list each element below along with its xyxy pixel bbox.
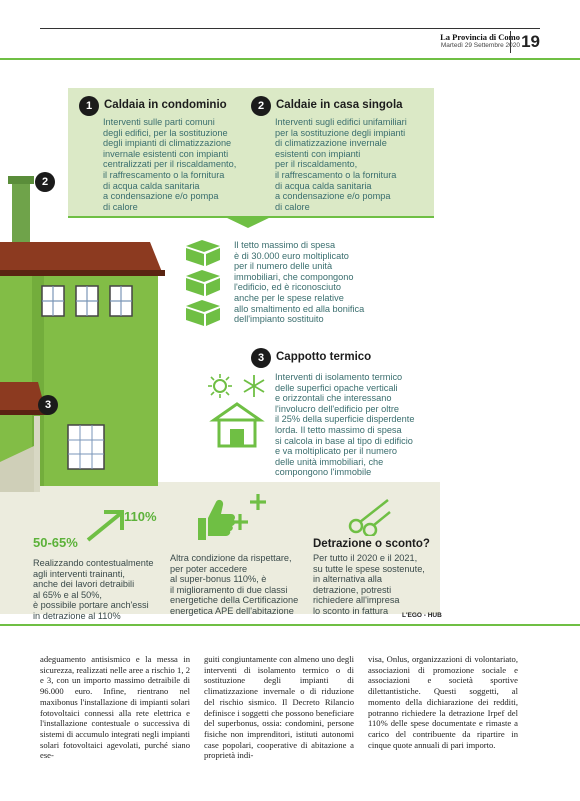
green-rule-top bbox=[0, 58, 580, 60]
article-column-1: adeguamento antisismico e la messa in sicurezza, realizzati nelle aree a rischio 1, 2 e 3, con un importo massimo detraibile di 96.000 euro. Infine, rientrano nel maxibonus l'installazione di impianti solari fotovoltaici connessi alla rete elettrica e l'installazione contestuale o successiva di sistemi di accumulo integrati negli impianti solari fotovoltaici agevolati, purché siano ese- bbox=[40, 654, 190, 761]
condition-line: per poter accedere bbox=[170, 563, 248, 574]
box2-line: di acqua calda sanitaria bbox=[275, 180, 372, 191]
bonus-text bbox=[33, 558, 173, 622]
box2-line: di calore bbox=[275, 201, 310, 212]
condition-line: il miglioramento di due classi bbox=[170, 584, 288, 595]
box2-line: esistenti con impianti bbox=[275, 148, 361, 159]
deduction-line: richiedere all'impresa bbox=[313, 595, 400, 606]
spending-line: l'edificio, ed è riconosciuto bbox=[234, 282, 341, 293]
pct-high: 110% bbox=[124, 509, 157, 524]
spending-line: dell'impianto sostituito bbox=[234, 314, 324, 325]
box3-line: e orizzontali che interessano bbox=[275, 393, 392, 404]
spending-line: anche per le spese relative bbox=[234, 292, 344, 303]
box2-line: Interventi sugli edifici unifamiliari bbox=[275, 117, 407, 127]
growth-arrow-icon bbox=[84, 508, 128, 544]
box2-title: Caldaie in casa singola bbox=[276, 99, 403, 111]
box3-line: il 25% della superficie disperdente bbox=[275, 414, 415, 425]
spending-text bbox=[234, 240, 404, 325]
box2-line: il raffrescamento o la fornitura bbox=[275, 169, 397, 180]
box3-line: si calcola in base al tipo di edificio bbox=[275, 435, 413, 446]
box2-line: per il riscaldamento, bbox=[275, 159, 358, 170]
deduction-line: su tutte le spese sostenute, bbox=[313, 563, 425, 574]
box2-number: 2 bbox=[251, 96, 271, 116]
box2-text bbox=[275, 117, 433, 212]
box3-text bbox=[275, 372, 440, 478]
marker-3: 3 bbox=[38, 395, 58, 415]
condition-line: al super-bonus 110%, è bbox=[170, 574, 267, 585]
pct-low: 50-65% bbox=[33, 535, 78, 550]
header-rule bbox=[40, 28, 540, 29]
condition-line: Altra condizione da rispettare, bbox=[170, 553, 292, 563]
sun-snow-house-icon bbox=[206, 374, 272, 454]
deduction-text bbox=[313, 553, 438, 617]
box1-line: centralizzati per il riscaldamento, bbox=[103, 159, 237, 170]
box3-line: delle superfici opache verticali bbox=[275, 382, 398, 393]
bonus-line: è possibile portare anch'essi bbox=[33, 600, 149, 611]
box3-line: compongono l'immobile bbox=[275, 467, 372, 478]
box1-title: Caldaia in condominio bbox=[104, 99, 227, 111]
building-blocks-icon bbox=[182, 238, 226, 330]
box3-line: delle unità immobiliari, che bbox=[275, 456, 384, 467]
bonus-line: agli interventi trainanti, bbox=[33, 568, 125, 579]
bonus-line: in detrazione al 110% bbox=[33, 610, 121, 621]
box2-line: per la sostituzione degli impianti bbox=[275, 127, 406, 138]
box3-number: 3 bbox=[251, 348, 271, 368]
article-column-3: visa, Onlus, organizzazioni di volontariato, associazioni di promozione sociale e associazioni e società sportive dilettantistiche. Questi soggetti, al momento della dichiarazione dei redditi, potranno richiedere la detrazione Irpef del 110% delle spese documentate e rimaste a carico del contribuente da ripartire in cinque quote annuali di pari importo. bbox=[368, 654, 518, 750]
deduction-line: lo sconto in fattura bbox=[313, 605, 389, 616]
box1-line: invernale esistenti con impianti bbox=[103, 148, 229, 159]
box3-line: e va moltiplicato per il numero bbox=[275, 446, 398, 457]
box1-line: degli edifici, per la sostituzione bbox=[103, 127, 228, 138]
bonus-line: al 65% e al 50%, bbox=[33, 589, 102, 600]
spending-line: allo smaltimento ed alla bonifica bbox=[234, 303, 365, 314]
masthead bbox=[420, 32, 520, 49]
box3-line: lorda. Il tetto massimo di spesa bbox=[275, 424, 402, 435]
condition-text bbox=[170, 553, 310, 617]
marker-2: 2 bbox=[35, 172, 55, 192]
thumbs-up-plus-icon bbox=[194, 492, 270, 548]
article-column-2: guiti congiuntamente con almeno uno degli interventi di isolamento termico o di sostituzione degli impianti di climatizzazione invernale o di riduzione del rischio sismico. Il Decreto Rilancio definisce i soggetti che possono beneficiare del superbonus, ossia: condomini, persone fisiche non imprenditori, istituti autonomi case popolari, cooperative di abitazione a proprietà indi- bbox=[204, 654, 354, 761]
spending-line: immobiliari, che compongono bbox=[234, 271, 354, 282]
bonus-line: anche dei lavori detraibili bbox=[33, 579, 135, 590]
condition-line: energetiche della Certificazione bbox=[170, 595, 299, 606]
bonus-line: Realizzando contestualmente bbox=[33, 558, 154, 568]
condition-line: energetica APE dell'abitazione bbox=[170, 605, 294, 616]
box1-line: di acqua calda sanitaria bbox=[103, 180, 200, 191]
box1-line: degli impianti di climatizzazione bbox=[103, 138, 232, 149]
infographic bbox=[0, 62, 580, 624]
box1-line: il raffrescamento o la fornitura bbox=[103, 169, 225, 180]
box1-line: Interventi sulle parti comuni bbox=[103, 117, 215, 127]
box2-line: a condensazione e/o pompa bbox=[275, 191, 391, 202]
box2-line: di climatizzazione invernale bbox=[275, 138, 387, 149]
spending-line: Il tetto massimo di spesa bbox=[234, 240, 336, 250]
page-number: 19 bbox=[510, 31, 540, 53]
deduction-line: in alternativa alla bbox=[313, 574, 382, 585]
issue-date: Martedì 29 Settembre 2020 bbox=[440, 42, 520, 49]
scissors-icon bbox=[346, 496, 394, 536]
spending-line: è di 30.000 euro moltiplicato bbox=[234, 250, 349, 261]
box3-title: Cappotto termico bbox=[276, 351, 372, 363]
spending-line: per il numero delle unità bbox=[234, 261, 333, 272]
box1-line: a condensazione e/o pompa bbox=[103, 191, 219, 202]
paper-name: La Provincia di Como bbox=[440, 32, 520, 42]
deduction-line: detrazione, potresti bbox=[313, 584, 392, 595]
box1-number: 1 bbox=[79, 96, 99, 116]
deduction-line: Per tutto il 2020 e il 2021, bbox=[313, 553, 418, 563]
box1-text bbox=[103, 117, 253, 212]
box3-line: l'involucro dell'edificio per oltre bbox=[275, 403, 400, 414]
graphic-credit: L'EGO - HUB bbox=[402, 612, 442, 619]
green-rule-bottom bbox=[0, 624, 580, 626]
box1-line: di calore bbox=[103, 201, 138, 212]
box3-line: Interventi di isolamento termico bbox=[275, 372, 403, 382]
deduction-title: Detrazione o sconto? bbox=[313, 538, 430, 550]
